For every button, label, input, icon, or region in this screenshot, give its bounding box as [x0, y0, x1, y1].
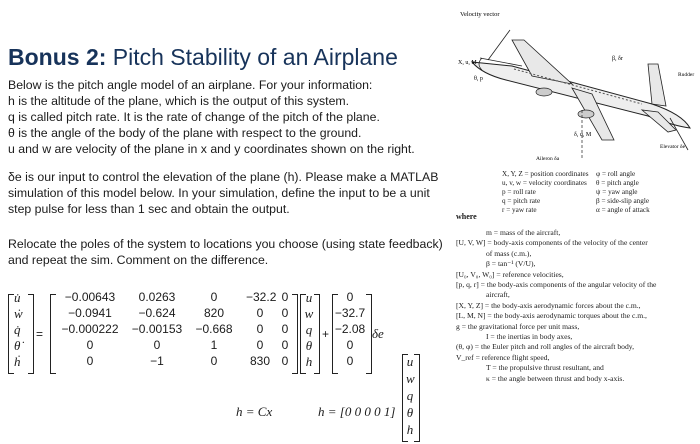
definition-line: [L, M, N] = the body-axis aerodynamic torques about the c.m.,	[456, 311, 647, 321]
definition-line: [U₀, V₀, W₀] = reference velocities,	[456, 269, 564, 279]
where-label: where	[456, 212, 477, 221]
a-matrix-cell: −1	[150, 354, 164, 368]
task-line: step pulse for less than 1 sec and obtain the output.	[8, 202, 290, 216]
svg-text:X, u, M: X, u, M	[458, 60, 477, 66]
a-matrix-cell: 0	[281, 290, 289, 304]
legend-line: p = roll rate	[502, 188, 536, 196]
definition-line: g = the gravitational force per unit mass,	[456, 321, 580, 331]
symbol-definitions	[456, 228, 700, 384]
state-equation: u̇ ẇ q̇ θ̇ ḣ = −0.00643 0.0263 0 −32.2 0 −0.0941 −0.624 820 0 0 −0.000222 −0.00153 −0.668 0 0 0 0 1 0 0 0 −1 0 830 0 u w q θ h + 0 −32.7 −2.08 0 0 δe	[8, 288, 378, 388]
c-matrix-equation: h = [0 0 0 0 1]	[318, 404, 396, 419]
a-matrix-cell: 830	[249, 354, 271, 368]
output-state-variable: w	[406, 371, 415, 386]
a-matrix-cell: −0.00643	[64, 290, 116, 304]
label-rudder: Rudder	[678, 72, 695, 78]
input-delta-e: δe	[372, 326, 384, 341]
state-derivative: ḣ	[14, 354, 21, 369]
legend-line: φ = roll angle	[596, 170, 636, 178]
a-matrix-cell: −0.668	[195, 322, 233, 336]
state-variable: u	[305, 290, 313, 305]
intro-line: h is the altitude of the plane, which is the output of this system.	[8, 94, 350, 108]
a-matrix-cell: 0	[86, 354, 94, 368]
legend-line: α = angle of attack	[596, 206, 650, 214]
legend-line: r = yaw rate	[502, 206, 537, 214]
state-derivative: ẇ	[14, 306, 23, 321]
svg-text:δ, q, M: δ, q, M	[574, 132, 592, 138]
a-matrix-cell: −0.0941	[68, 306, 112, 320]
a-matrix-cell: 0	[256, 306, 264, 320]
page-title: Bonus 2: Pitch Stability of an Airplane	[8, 44, 398, 70]
definition-line: β = tan⁻¹ (V/U),	[486, 259, 536, 269]
definition-line: of mass (c.m.),	[486, 248, 532, 258]
output-state-variable: h	[406, 422, 414, 437]
a-matrix-cell: 1	[210, 338, 218, 352]
state-variable: θ	[305, 338, 313, 353]
a-matrix-cell: 0	[256, 338, 264, 352]
label-elevator: Elevator δe	[660, 144, 686, 150]
legend-line: u, v, w = velocity coordinates	[502, 179, 587, 187]
a-matrix-cell: −32.2	[246, 290, 277, 304]
task-line: δe is our input to control the elevation of the plane (h). Please make a MATLAB	[8, 170, 439, 184]
definition-line: κ = the angle between thrust and body x-axis.	[486, 373, 625, 383]
state-variable: w	[304, 306, 314, 321]
relocate-paragraph	[8, 236, 448, 268]
b-vector-cell: 0	[346, 338, 354, 352]
label-aileron: Aileron δa	[536, 156, 560, 162]
state-variable: h	[305, 354, 313, 369]
a-matrix-cell: 0	[210, 290, 218, 304]
state-variable: q	[305, 322, 313, 337]
definition-line: [U, V, W] = body-axis components of the velocity of the center	[456, 238, 648, 248]
a-matrix-cell: −0.624	[138, 306, 176, 320]
definition-line: [p, q, r] = the body-axis components of the angular velocity of the	[456, 280, 657, 290]
b-vector-cell: −2.08	[334, 322, 366, 336]
a-matrix-cell: −0.000222	[61, 322, 119, 336]
a-matrix-cell: 0	[210, 354, 218, 368]
legend-line: q = pitch rate	[502, 197, 541, 205]
intro-line: u and w are velocity of the plane in x and y coordinates shown on the right.	[8, 142, 415, 156]
task-line: simulation of this model below. In your simulation, define the input to be a unit	[8, 186, 430, 200]
legend-line: θ = pitch angle	[596, 179, 639, 187]
intro-paragraph	[8, 77, 448, 157]
state-vector-output	[402, 354, 422, 444]
output-equation: h = Cx	[236, 404, 273, 419]
intro-line: q is called pitch rate. It is the rate of change of the pitch of the plane.	[8, 110, 380, 124]
intro-line: θ is the angle of the body of the plane with respect to the ground.	[8, 126, 362, 140]
output-state-variable: u	[406, 354, 414, 369]
svg-text:θ, p: θ, p	[474, 76, 483, 82]
a-matrix-cell: 0	[256, 322, 264, 336]
a-matrix-cell: 0	[281, 306, 289, 320]
a-matrix-cell: 0	[281, 354, 289, 368]
task-paragraph	[8, 169, 448, 217]
b-vector-cell: 0	[346, 354, 354, 368]
figure-legend-left	[502, 170, 589, 215]
definition-line: [X, Y, Z] = the body-axis aerodynamic forces about the c.m.,	[456, 300, 641, 310]
a-matrix-cell: −0.00153	[131, 322, 183, 336]
legend-line: ψ = yaw angle	[596, 188, 638, 196]
a-matrix-cell: 0.0263	[138, 290, 176, 304]
a-matrix-cell: 0	[281, 338, 289, 352]
output-state-variable: θ	[406, 405, 414, 420]
svg-text:β, δr: β, δr	[612, 56, 623, 62]
figure-legend-right	[596, 170, 650, 215]
legend-line: β = side-slip angle	[596, 197, 650, 205]
relocate-line: Relocate the poles of the system to locations you choose (using state feedback)	[8, 237, 443, 251]
definition-line: (θ, φ) = the Euler pitch and roll angles of the aircraft body,	[456, 342, 634, 352]
a-matrix-cell: 820	[203, 306, 225, 320]
definition-line: T = the propulsive thrust resultant, and	[486, 363, 604, 373]
state-derivative: u̇	[14, 290, 21, 305]
definition-line: aircraft,	[486, 290, 510, 300]
output-state-variable: q	[406, 388, 414, 403]
a-matrix-cell: 0	[281, 322, 289, 336]
state-derivative: θ̇	[14, 338, 21, 353]
definition-line: I = the inertias in body axes,	[486, 332, 573, 342]
state-derivative: q̇	[14, 322, 21, 337]
label-velocity-vector: Velocity vector	[460, 11, 500, 18]
b-vector-cell: −32.7	[334, 306, 366, 320]
legend-line: X, Y, Z = position coordinates	[502, 170, 589, 178]
a-matrix-cell: 0	[86, 338, 94, 352]
definition-line: m = mass of the aircraft,	[486, 228, 561, 237]
b-vector-cell: 0	[346, 290, 354, 304]
intro-line: Below is the pitch angle model of an airplane. For your information:	[8, 78, 373, 92]
relocate-line: and repeat the sim. Comment on the difference.	[8, 253, 269, 267]
a-matrix-cell: 0	[153, 338, 161, 352]
definition-line: V_ref = reference flight speed,	[456, 352, 550, 362]
